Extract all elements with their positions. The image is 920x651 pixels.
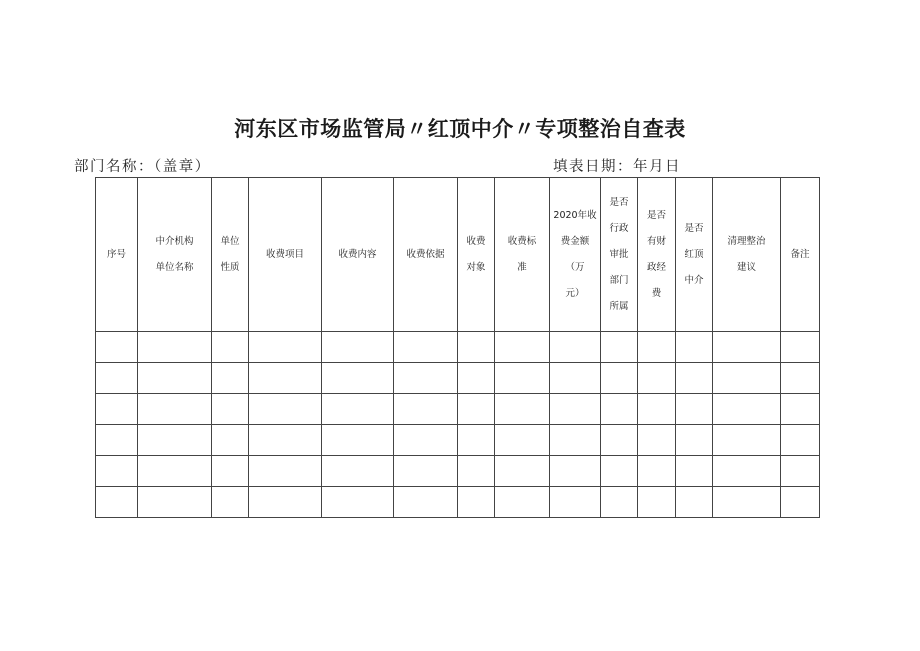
- column-header: [550, 178, 601, 332]
- table-cell[interactable]: [495, 394, 550, 425]
- column-header-label: 是否 红顶 中介: [684, 222, 704, 286]
- table-cell[interactable]: [713, 394, 781, 425]
- column-header: [601, 178, 638, 332]
- column-header-label: 备注: [790, 248, 810, 260]
- table-row: [96, 487, 820, 518]
- table-cell[interactable]: [394, 363, 458, 394]
- table-cell[interactable]: [138, 363, 212, 394]
- table-cell[interactable]: [96, 332, 138, 363]
- table-cell[interactable]: [781, 425, 820, 456]
- table-cell[interactable]: [638, 425, 676, 456]
- column-header: [96, 178, 138, 332]
- column-header-label: 中介机构 单位名称: [155, 235, 194, 273]
- table-row: [96, 425, 820, 456]
- column-header-label: 收费标 准: [507, 235, 537, 273]
- column-header-label: 收费项目: [265, 248, 304, 260]
- table-cell[interactable]: [781, 332, 820, 363]
- table-cell[interactable]: [601, 394, 638, 425]
- table-cell[interactable]: [601, 332, 638, 363]
- column-header-label: 2020年收 费金额 （万 元）: [553, 209, 597, 299]
- column-header-label: 收费依据: [406, 248, 445, 260]
- table-cell[interactable]: [322, 394, 394, 425]
- table-cell[interactable]: [676, 487, 713, 518]
- column-header: [638, 178, 676, 332]
- table-cell[interactable]: [713, 332, 781, 363]
- table-cell[interactable]: [713, 425, 781, 456]
- table-cell[interactable]: [550, 487, 601, 518]
- table-cell[interactable]: [495, 456, 550, 487]
- table-cell[interactable]: [676, 394, 713, 425]
- column-header-label: 收费内容: [338, 248, 377, 260]
- table-cell[interactable]: [601, 456, 638, 487]
- table-cell[interactable]: [96, 394, 138, 425]
- column-header-label: 收费 对象: [466, 235, 486, 273]
- table-cell[interactable]: [550, 363, 601, 394]
- table-cell[interactable]: [781, 363, 820, 394]
- table-cell[interactable]: [638, 332, 676, 363]
- table-cell[interactable]: [96, 363, 138, 394]
- column-header-label: 序号: [106, 248, 126, 260]
- table-cell[interactable]: [676, 332, 713, 363]
- table-cell[interactable]: [394, 425, 458, 456]
- column-header-label: 是否 行政 审批 部门 所属: [609, 196, 629, 312]
- table-cell[interactable]: [550, 332, 601, 363]
- column-header: [495, 178, 550, 332]
- column-header: [212, 178, 249, 332]
- column-header: [138, 178, 212, 332]
- table-cell[interactable]: [495, 425, 550, 456]
- column-header: [781, 178, 820, 332]
- table-cell[interactable]: [138, 487, 212, 518]
- table-cell[interactable]: [249, 425, 322, 456]
- column-header-label: 是否 有财 政经 费: [646, 209, 666, 299]
- document-title: 河东区市场监管局〃红顶中介〃专项整治自查表: [234, 117, 686, 141]
- table-cell[interactable]: [601, 487, 638, 518]
- table-cell[interactable]: [96, 487, 138, 518]
- table-cell[interactable]: [322, 425, 394, 456]
- table-cell[interactable]: [394, 456, 458, 487]
- table-cell[interactable]: [638, 394, 676, 425]
- column-header-label: 清理整治 建议: [727, 235, 766, 273]
- table-cell[interactable]: [394, 487, 458, 518]
- fill-date-label: 填表日期：年月日: [553, 159, 681, 175]
- table-cell[interactable]: [601, 425, 638, 456]
- table-cell[interactable]: [781, 487, 820, 518]
- table-cell[interactable]: [781, 456, 820, 487]
- column-header: [676, 178, 713, 332]
- table-cell[interactable]: [322, 363, 394, 394]
- table-cell[interactable]: [458, 363, 495, 394]
- table-cell[interactable]: [550, 425, 601, 456]
- table-row: [96, 332, 820, 363]
- column-header: [458, 178, 495, 332]
- column-header: [394, 178, 458, 332]
- table-cell[interactable]: [601, 363, 638, 394]
- column-header: [713, 178, 781, 332]
- column-header: [322, 178, 394, 332]
- column-header-label: 单位 性质: [220, 235, 240, 273]
- table-cell[interactable]: [212, 425, 249, 456]
- table-cell[interactable]: [676, 425, 713, 456]
- table-cell[interactable]: [495, 363, 550, 394]
- table-cell[interactable]: [676, 363, 713, 394]
- table-cell[interactable]: [212, 456, 249, 487]
- table-cell[interactable]: [322, 456, 394, 487]
- table-cell[interactable]: [212, 394, 249, 425]
- table-cell[interactable]: [713, 487, 781, 518]
- table-cell[interactable]: [495, 332, 550, 363]
- table-cell[interactable]: [458, 425, 495, 456]
- table-cell[interactable]: [322, 332, 394, 363]
- table-cell[interactable]: [249, 487, 322, 518]
- table-cell[interactable]: [138, 394, 212, 425]
- table-cell[interactable]: [212, 332, 249, 363]
- table-cell[interactable]: [458, 332, 495, 363]
- table-cell[interactable]: [458, 394, 495, 425]
- table-row: [96, 456, 820, 487]
- table-cell[interactable]: [249, 456, 322, 487]
- table-cell[interactable]: [212, 363, 249, 394]
- table-cell[interactable]: [638, 456, 676, 487]
- table-cell[interactable]: [96, 425, 138, 456]
- table-cell[interactable]: [550, 456, 601, 487]
- table-cell[interactable]: [138, 425, 212, 456]
- table-cell[interactable]: [322, 487, 394, 518]
- table-cell[interactable]: [550, 394, 601, 425]
- table-cell[interactable]: [458, 456, 495, 487]
- table-cell[interactable]: [394, 394, 458, 425]
- self-inspection-table: [95, 177, 820, 518]
- table-cell[interactable]: [713, 363, 781, 394]
- table-row: [96, 363, 820, 394]
- table-header-row: [96, 178, 820, 332]
- table-cell[interactable]: [249, 332, 322, 363]
- table-row: [96, 394, 820, 425]
- table-cell[interactable]: [138, 456, 212, 487]
- table-cell[interactable]: [638, 487, 676, 518]
- table-cell[interactable]: [394, 332, 458, 363]
- table-cell[interactable]: [781, 394, 820, 425]
- department-label: 部门名称：（盖章）: [74, 159, 211, 175]
- column-header: [249, 178, 322, 332]
- table-cell[interactable]: [495, 487, 550, 518]
- table-cell[interactable]: [638, 363, 676, 394]
- table-cell[interactable]: [96, 456, 138, 487]
- table-cell[interactable]: [138, 332, 212, 363]
- table-cell[interactable]: [676, 456, 713, 487]
- table-cell[interactable]: [249, 394, 322, 425]
- table-cell[interactable]: [458, 487, 495, 518]
- table-cell[interactable]: [713, 456, 781, 487]
- table-cell[interactable]: [249, 363, 322, 394]
- table-cell[interactable]: [212, 487, 249, 518]
